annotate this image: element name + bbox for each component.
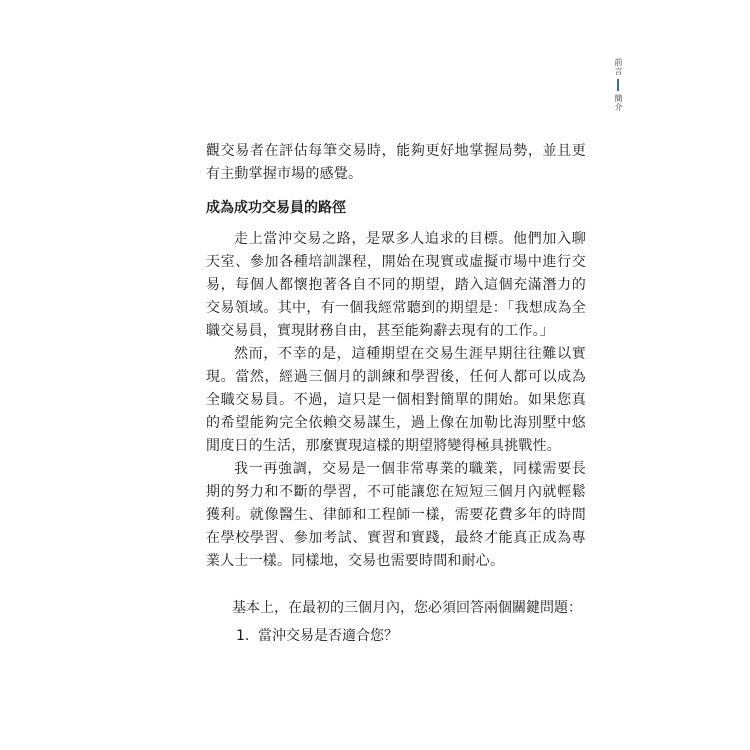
list-item	[236, 625, 586, 647]
list-item-number: 1.	[236, 628, 250, 644]
chapter-tab-label-bottom: 簡介	[614, 94, 623, 112]
section-heading: 成為成功交易員的路徑	[206, 200, 346, 216]
paragraph-4: 我一再強調，交易是一個非常專業的職業，同樣需要長期的努力和不斷的學習，不可能讓您在短短三個月內就輕鬆獲利。就像醫生、律師和工程師一樣，需要花費多年的時間在學校學習、參加考試、實習和實踐，最終才能真正成為專業人士一樣。同樣地，交易也需要時間和耐心。	[206, 461, 586, 569]
paragraph-1: 觀交易者在評估每筆交易時，能夠更好地掌握局勢，並且更有主動掌握市場的感覺。	[206, 143, 586, 182]
page-body	[206, 140, 586, 647]
chapter-tab-marker	[617, 79, 619, 91]
questions-list	[206, 625, 586, 647]
paragraph-2: 走上當沖交易之路，是眾多人追求的目標。他們加入聊天室、參加各種培訓課程，開始在現實或虛擬市場中進行交易，每個人都懷抱著各自不同的期望，踏入這個充滿潛力的交易領域。其中，有一個我經常聽到的期望是：「我想成為全職交易員，實現財務自由，甚至能夠辭去現有的工作。」	[206, 231, 586, 339]
questions-intro: 基本上，在最初的三個月內，您必須回答兩個關鍵問題：	[232, 600, 582, 616]
chapter-tab-label-top: 前言	[614, 58, 623, 76]
paragraph-3: 然而，不幸的是，這種期望在交易生涯早期往往難以實現。當然，經過三個月的訓練和學習後，任何人都可以成為全職交易員。不過，這只是一個相對簡單的開始。如果您真的希望能夠完全依賴交易謀生，過上像在加勒比海別墅中悠閒度日的生活，那麼實現這樣的期望將變得極具挑戰性。	[206, 346, 586, 454]
chapter-side-tab	[606, 58, 630, 112]
list-item-text: 當沖交易是否適合您？	[258, 628, 398, 644]
